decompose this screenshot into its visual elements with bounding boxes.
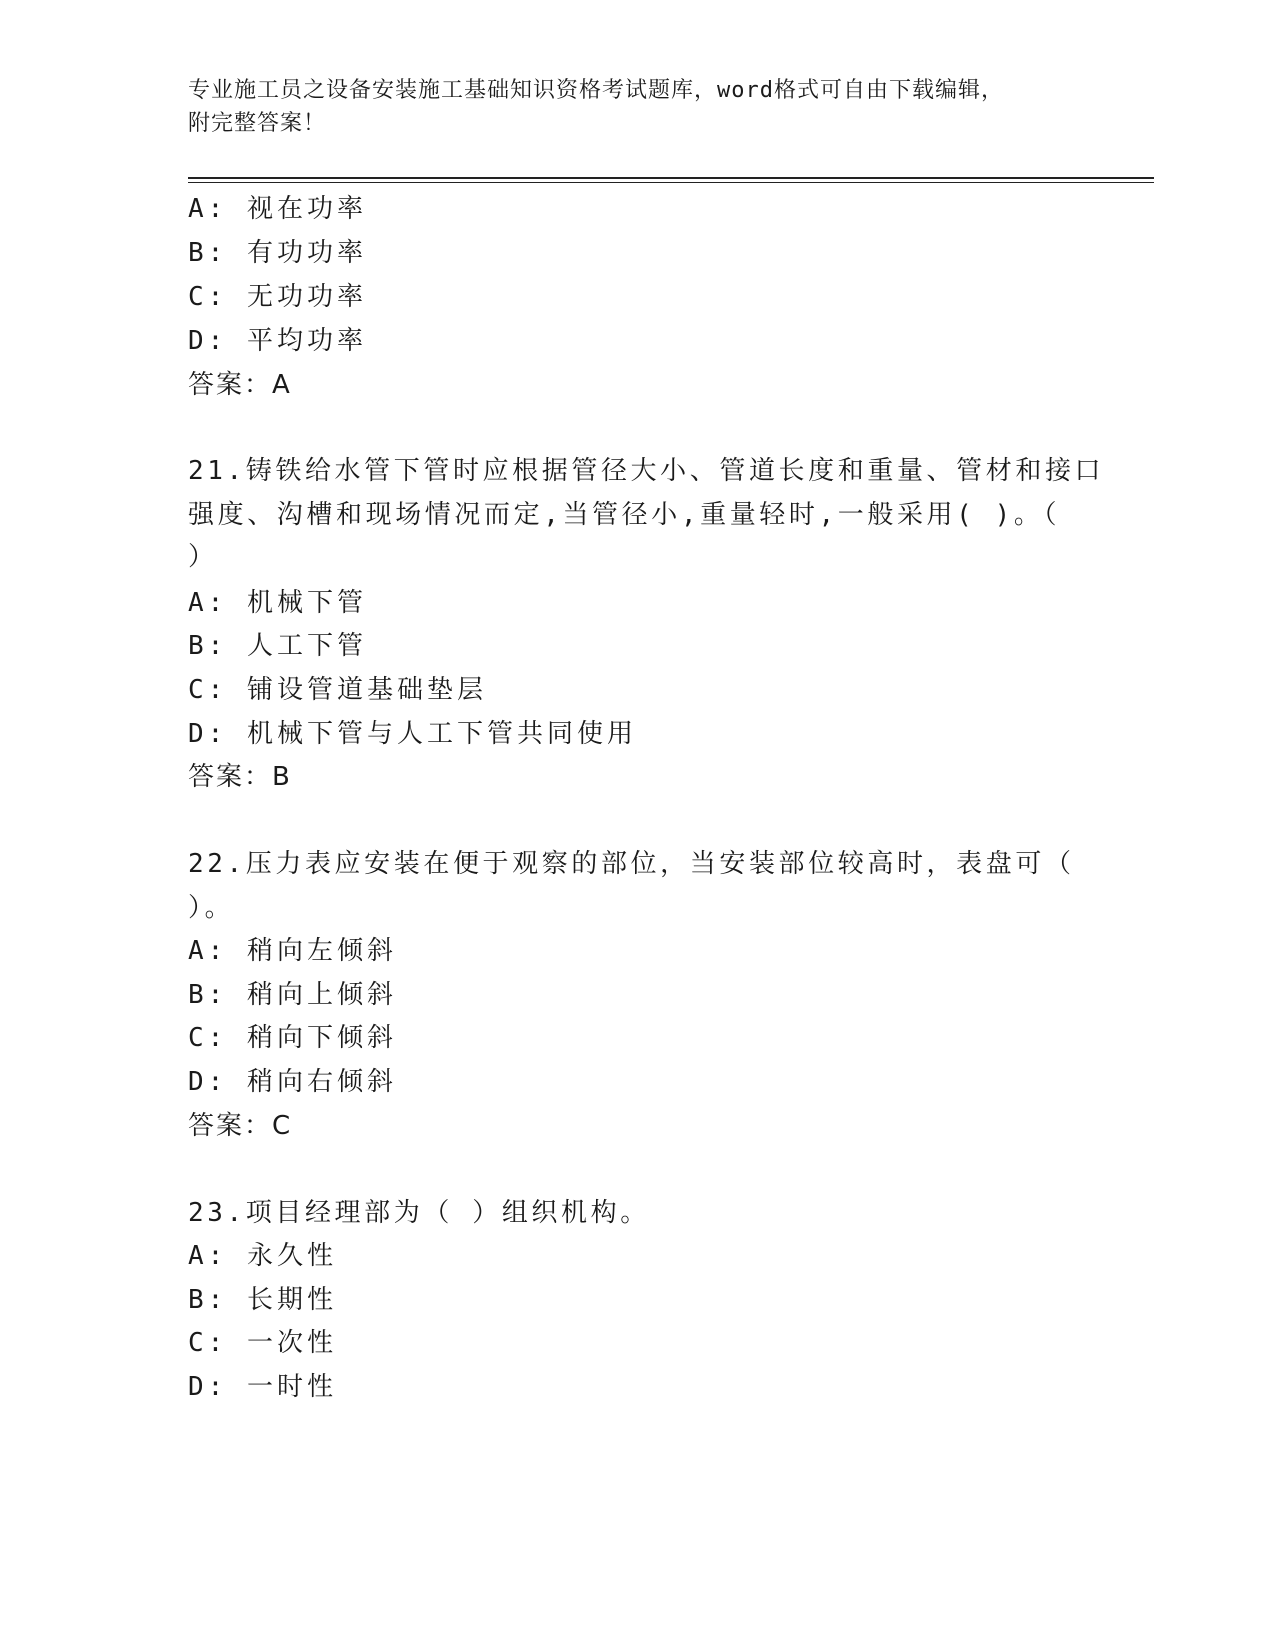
q23-option-c: C: 一次性: [188, 1328, 337, 1358]
q20-option-d: D: 平均功率: [188, 326, 367, 356]
q21-option-d: D: 机械下管与人工下管共同使用: [188, 719, 637, 749]
q20-option-c: C: 无功功率: [188, 282, 367, 312]
q22-option-b: B: 稍向上倾斜: [188, 980, 397, 1010]
q22-answer: 答案：C: [188, 1111, 293, 1141]
header-line-1: 专业施工员之设备安装施工基础知识资格考试题库，word格式可自由下载编辑，: [188, 78, 1004, 103]
header-divider-thick: [188, 177, 1154, 179]
q21-answer: 答案：B: [188, 762, 292, 792]
q22-option-a: A: 稍向左倾斜: [188, 936, 397, 966]
header-line-2: 附完整答案！: [188, 111, 327, 136]
q22-option-d: D: 稍向右倾斜: [188, 1067, 397, 1097]
q20-option-b: B: 有功功率: [188, 238, 367, 268]
q23-option-b: B: 长期性: [188, 1285, 337, 1315]
q21-option-b: B: 人工下管: [188, 631, 367, 661]
document-header: [188, 74, 1068, 140]
q20-option-a: A: 视在功率: [188, 194, 367, 224]
q23-stem-line-1: 23.项目经理部为（ ）组织机构。: [188, 1198, 650, 1228]
q22-option-c: C: 稍向下倾斜: [188, 1023, 397, 1053]
q21-stem-line-3: ）: [188, 542, 218, 572]
header-divider-thin: [188, 182, 1154, 183]
q22-stem-line-1: 22.压力表应安装在便于观察的部位，当安装部位较高时，表盘可（: [188, 849, 1075, 879]
q21-stem-line-2: 强度、沟槽和现场情况而定,当管径小,重量轻时,一般采用( )。（: [188, 500, 1061, 530]
q22-stem-line-2: ）。: [188, 893, 235, 923]
q21-option-c: C: 铺设管道基础垫层: [188, 675, 487, 705]
q23-option-a: A: 永久性: [188, 1241, 337, 1271]
q23-option-d: D: 一时性: [188, 1372, 337, 1402]
q20-answer: 答案：A: [188, 370, 292, 400]
q21-option-a: A: 机械下管: [188, 588, 367, 618]
q21-stem-line-1: 21.铸铁给水管下管时应根据管径大小、管道长度和重量、管材和接口: [188, 456, 1105, 486]
